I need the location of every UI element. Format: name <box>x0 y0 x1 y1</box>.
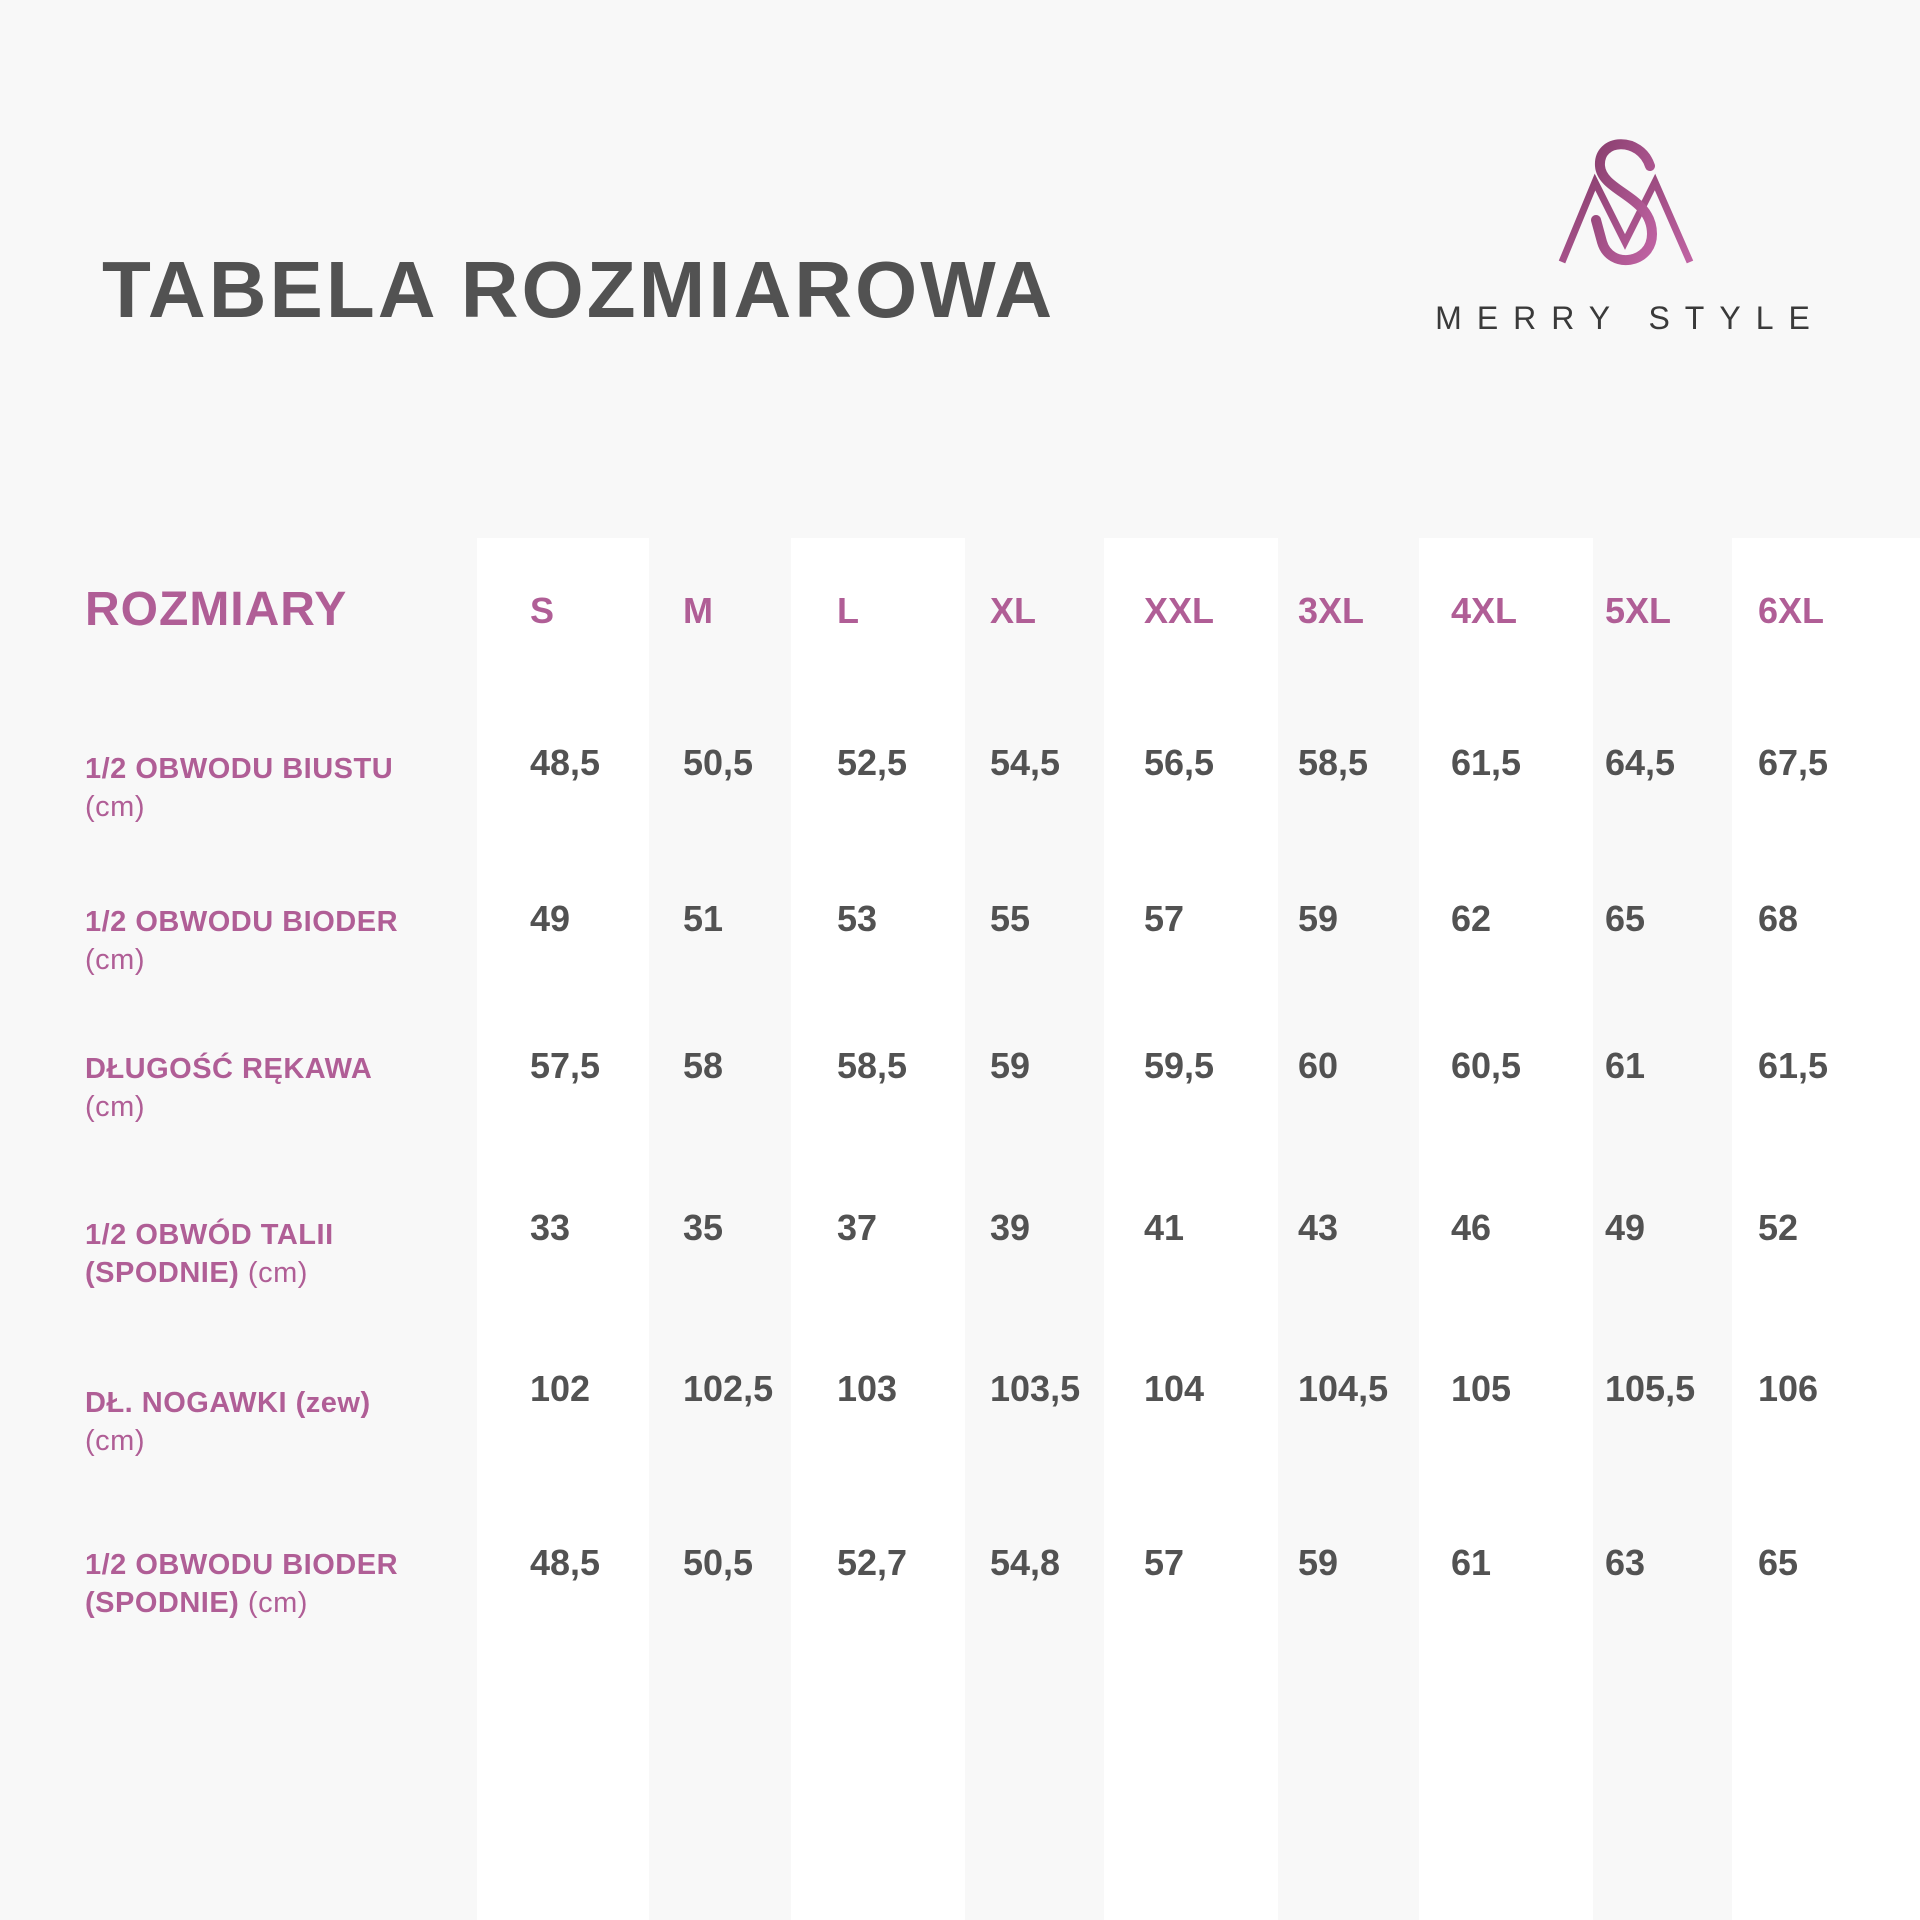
size-header-l: L <box>837 590 859 631</box>
table-cell: 58,5 <box>1298 742 1369 783</box>
table-cell: 105,5 <box>1605 1368 1696 1409</box>
table-cell: 46 <box>1451 1207 1492 1248</box>
row-label-text: 1/2 OBWODU BIUSTU <box>85 753 394 785</box>
table-cell: 54,5 <box>990 742 1061 783</box>
table-cell: 61 <box>1451 1542 1492 1583</box>
table-cell: 52,7 <box>837 1542 908 1583</box>
table-cell: 58,5 <box>837 1045 908 1086</box>
row-label-text: 1/2 OBWODU BIODER (SPODNIE) <box>85 1549 399 1619</box>
page-title: TABELA ROZMIAROWA <box>102 245 1056 334</box>
table-cell: 33 <box>530 1207 571 1248</box>
table-cell: 48,5 <box>530 1542 601 1583</box>
table-cell: 63 <box>1605 1542 1646 1583</box>
row-label-text: DŁ. NOGAWKI (zew) <box>85 1387 371 1419</box>
table-cell: 37 <box>837 1207 878 1248</box>
table-cell: 68 <box>1758 898 1799 939</box>
row-label-hips <box>85 903 465 979</box>
table-cell: 39 <box>990 1207 1031 1248</box>
table-cell: 64,5 <box>1605 742 1676 783</box>
size-header-m: M <box>683 590 713 631</box>
table-cell: 67,5 <box>1758 742 1829 783</box>
brand-name: MERRY STYLE <box>1435 300 1825 336</box>
ms-monogram-logo-icon <box>1540 130 1720 280</box>
table-cell: 104 <box>1144 1368 1205 1409</box>
table-cell: 105 <box>1451 1368 1512 1409</box>
table-cell: 61,5 <box>1451 742 1522 783</box>
row-label-unit: (cm) <box>247 1257 308 1289</box>
row-label-unit: (cm) <box>247 1587 308 1619</box>
size-header-4xl: 4XL <box>1451 590 1518 631</box>
table-cell: 59 <box>990 1045 1031 1086</box>
table-cell: 57 <box>1144 1542 1185 1583</box>
table-cell: 43 <box>1298 1207 1339 1248</box>
row-label-hips-trousers <box>85 1546 465 1622</box>
table-cell: 49 <box>1605 1207 1646 1248</box>
table-cell: 104,5 <box>1298 1368 1389 1409</box>
table-cell: 55 <box>990 898 1031 939</box>
table-cell: 54,8 <box>990 1542 1061 1583</box>
row-label-bust <box>85 750 465 826</box>
row-label-text: 1/2 OBWODU BIODER <box>85 906 399 938</box>
table-cell: 56,5 <box>1144 742 1215 783</box>
size-header-6xl: 6XL <box>1758 590 1825 631</box>
table-cell: 53 <box>837 898 878 939</box>
table-cell: 60,5 <box>1451 1045 1522 1086</box>
table-cell: 62 <box>1451 898 1492 939</box>
size-header-s: S <box>530 590 555 631</box>
row-label-unit: (cm) <box>85 1425 145 1457</box>
size-header-xl: XL <box>990 590 1037 631</box>
table-cell: 102 <box>530 1368 591 1409</box>
size-header-xxl: XXL <box>1144 590 1215 631</box>
table-cell: 52,5 <box>837 742 908 783</box>
table-cell: 59,5 <box>1144 1045 1215 1086</box>
brand-logo <box>1430 120 1830 350</box>
table-cell: 103,5 <box>990 1368 1081 1409</box>
row-label-unit: (cm) <box>85 791 145 823</box>
table-cell: 106 <box>1758 1368 1819 1409</box>
table-cell: 57,5 <box>530 1045 601 1086</box>
row-label-waist <box>85 1216 465 1292</box>
table-cell: 50,5 <box>683 1542 754 1583</box>
table-cell: 59 <box>1298 1542 1339 1583</box>
size-header-5xl: 5XL <box>1605 590 1672 631</box>
row-label-sleeve <box>85 1050 465 1126</box>
row-label-leg-length <box>85 1384 465 1460</box>
size-header-3xl: 3XL <box>1298 590 1365 631</box>
row-label-text: DŁUGOŚĆ RĘKAWA <box>85 1053 373 1085</box>
table-cell: 59 <box>1298 898 1339 939</box>
table-cell: 60 <box>1298 1045 1339 1086</box>
table-cell: 49 <box>530 898 571 939</box>
table-cell: 58 <box>683 1045 724 1086</box>
table-cell: 52 <box>1758 1207 1799 1248</box>
table-cell: 103 <box>837 1368 898 1409</box>
table-cell: 61,5 <box>1758 1045 1829 1086</box>
row-label-unit: (cm) <box>85 1091 145 1123</box>
table-cell: 61 <box>1605 1045 1646 1086</box>
row-label-unit: (cm) <box>85 944 145 976</box>
table-cell: 35 <box>683 1207 724 1248</box>
table-cell: 41 <box>1144 1207 1185 1248</box>
table-cell: 51 <box>683 898 724 939</box>
table-cell: 48,5 <box>530 742 601 783</box>
sizes-header-label: ROZMIARY <box>85 583 348 636</box>
row-label-text: 1/2 OBWÓD TALII (SPODNIE) <box>85 1219 334 1289</box>
table-cell: 65 <box>1605 898 1646 939</box>
table-cell: 57 <box>1144 898 1185 939</box>
table-cell: 50,5 <box>683 742 754 783</box>
table-cell: 65 <box>1758 1542 1799 1583</box>
table-cell: 102,5 <box>683 1368 774 1409</box>
